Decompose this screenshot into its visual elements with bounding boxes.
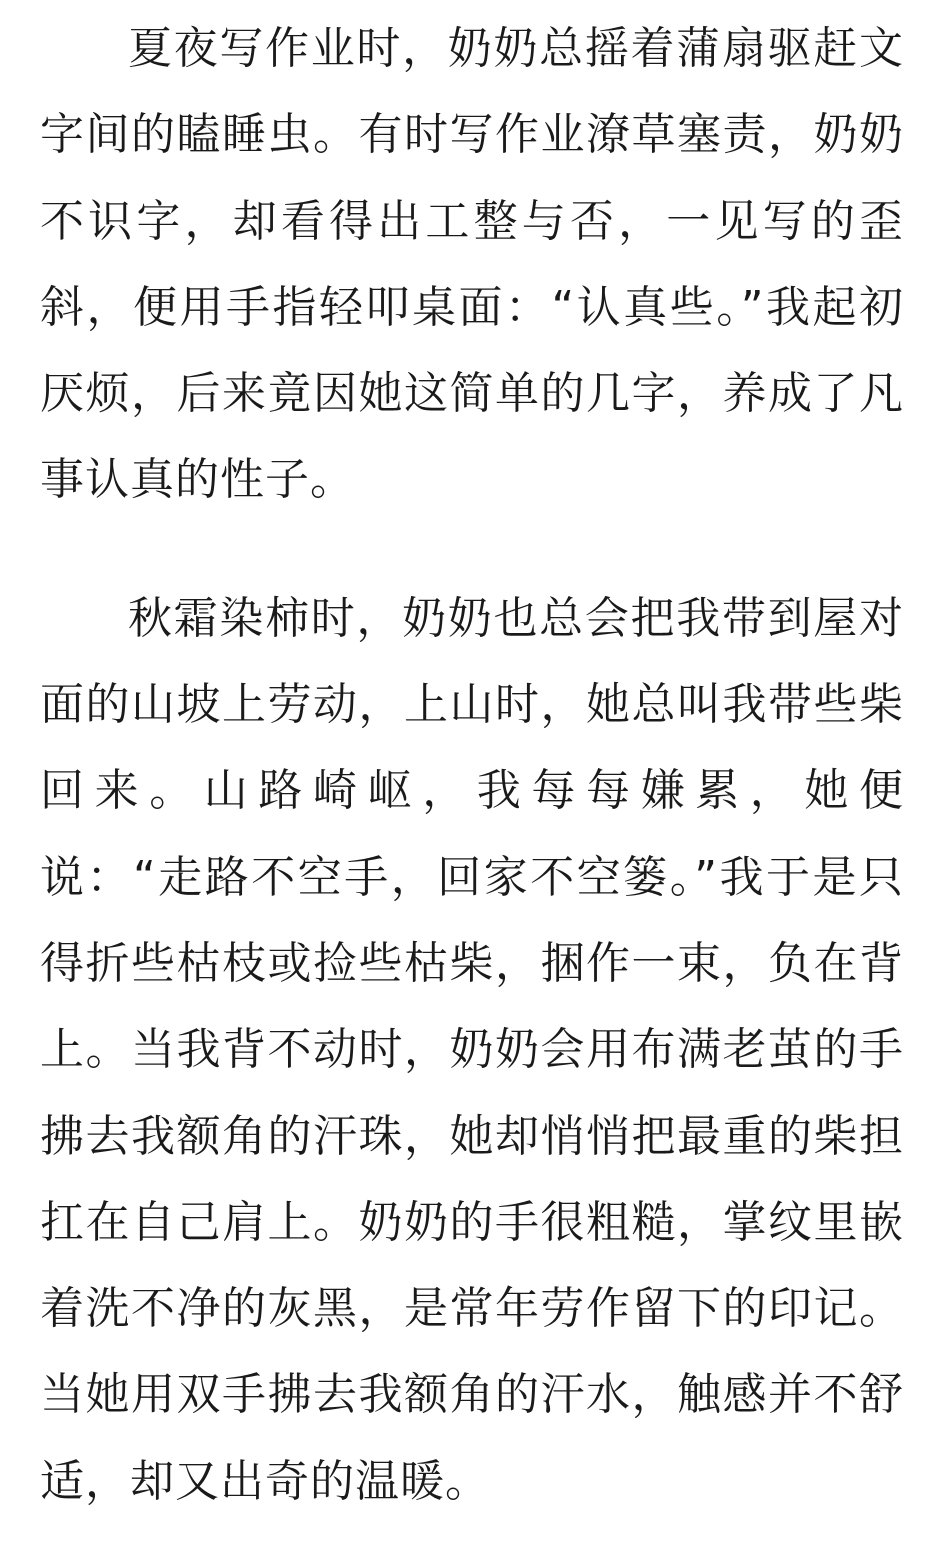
paragraph-homework-memory: 夏夜写作业时，奶奶总摇着蒲扇驱赶文字间的瞌睡虫。有时写作业潦草塞责，奶奶不识字，却看得出工整与否，一见写的歪斜，便用手指轻叩桌面：“认真些。”我起初厌烦，后来竟因她这简单的几字，养成了凡事认真的性子。 [40,23,904,506]
paragraph-mountain-firewood: 秋霜染柿时，奶奶也总会把我带到屋对面的山坡上劳动，上山时，她总叫我带些柴回来。山路崎岖，我每每嫌累，她便说：“走路不空手，回家不空篓。”我于是只得折些枯枝或捡些枯柴，捆作一束，负在背上。当我背不动时，奶奶会用布满老茧的手拂去我额角的汗珠，她却悄悄把最重的柴担扛在自己肩上。奶奶的手很粗糙，掌纹里嵌着洗不净的灰黑，是常年劳作留下的印记。当她用双手拂去我额角的汗水，触感并不舒适，却又出奇的温暖。 [40,592,904,1507]
article-body [40,0,904,1525]
